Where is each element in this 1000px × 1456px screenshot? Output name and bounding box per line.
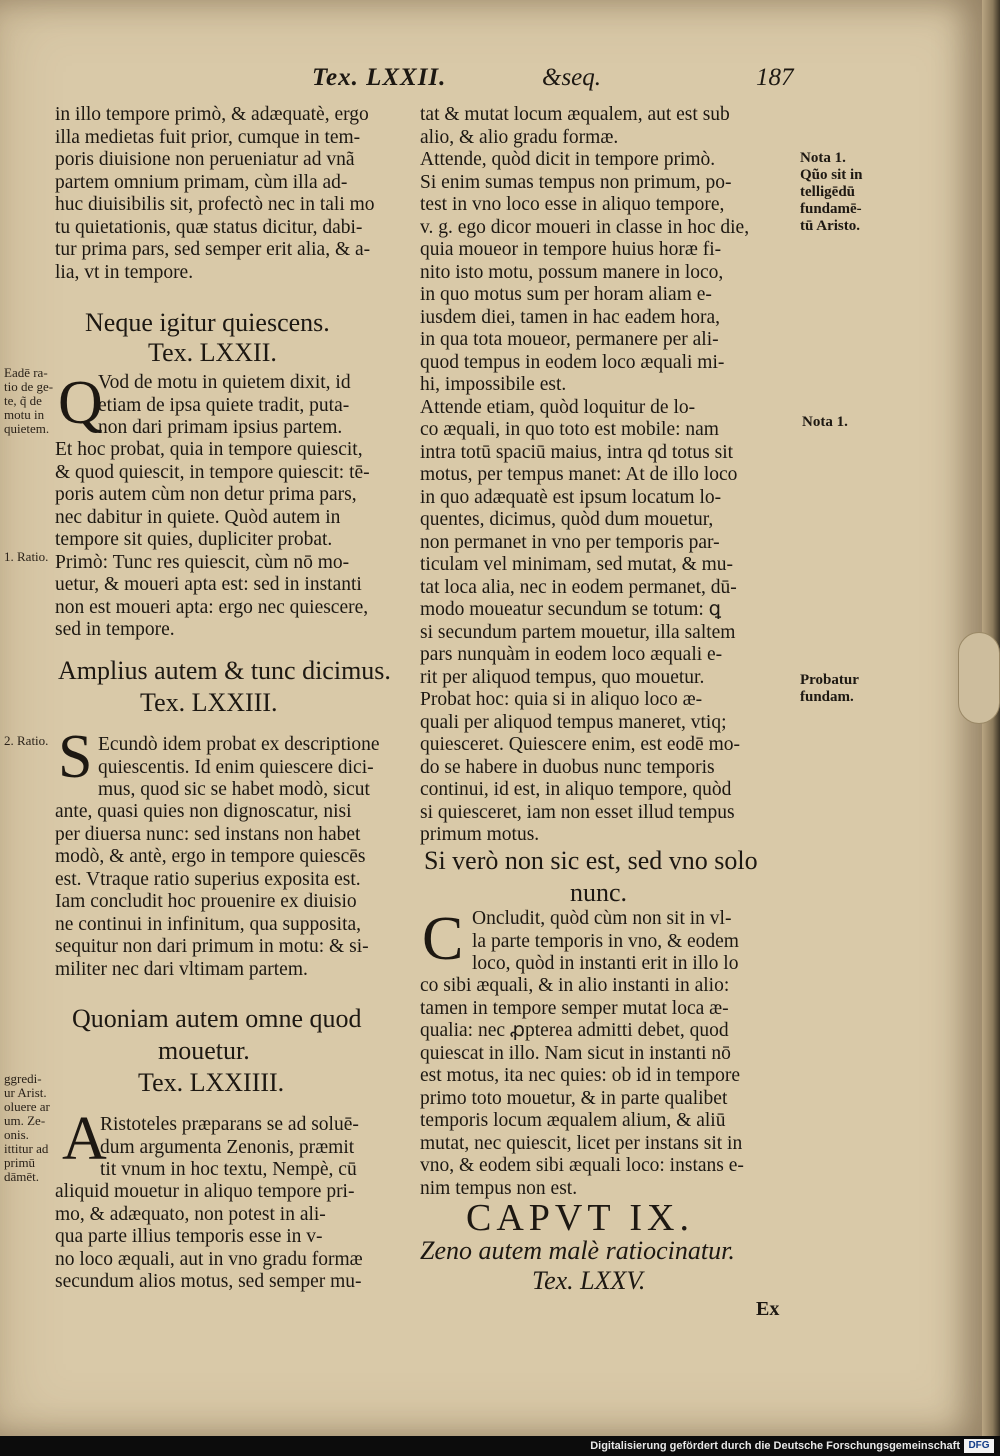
- text-line: militer nec dari vltimam partem.: [55, 958, 308, 980]
- text-line: qua parte illius temporis esse in v-: [55, 1226, 323, 1247]
- right-text-c: [420, 975, 792, 1200]
- margin-line: tio de ge-: [4, 379, 54, 394]
- margin-note: Nota 1.: [802, 414, 848, 430]
- left-text-q-indented: [98, 372, 351, 440]
- text-line: v. g. ego dicor moueri in classe in hoc die,: [420, 216, 750, 238]
- drop-cap: A: [62, 1105, 107, 1173]
- text-line: do se habere in duobus nunc temporis: [420, 756, 715, 778]
- text-line: lia, vt in tempore.: [55, 261, 194, 283]
- text-line: Attende, quòd dicit in tempore primò.: [420, 149, 716, 170]
- text-line: quia moueor in tempore huius horæ fi-: [420, 239, 722, 260]
- chapter-subtitle: Zeno autem malè ratiocinatur.: [420, 1236, 735, 1265]
- section-heading: Quoniam autem omne quod: [72, 1004, 362, 1033]
- page-tab: [958, 632, 1000, 724]
- text-line: nec dabitur in quiete. Quòd autem in: [55, 506, 341, 528]
- text-line: temporis locum æqualem alium, & aliū: [420, 1110, 726, 1131]
- digitization-footer: [0, 1436, 1000, 1456]
- text-line: test in vno loco esse in aliquo tempore,: [420, 194, 725, 215]
- drop-cap: S: [58, 723, 93, 791]
- section-heading: Neque igitur quiescens.: [85, 308, 330, 337]
- text-line: modò, & antè, ergo in tempore quiescēs: [55, 846, 366, 867]
- text-line: tat loca alia, nec in eodem permanet, dū-: [420, 576, 737, 598]
- margin-line: Probatur: [800, 672, 859, 688]
- margin-line: tū Aristo.: [800, 218, 860, 234]
- text-line: ante, quasi quies non dignoscatur, nisi: [55, 801, 352, 822]
- margin-line: Eadē ra-: [4, 365, 48, 380]
- text-line: partem omnium primam, cùm illa ad-: [55, 171, 348, 193]
- text-line: si secundum partem mouetur, illa saltem: [420, 621, 736, 643]
- left-text-a-indented: [100, 1114, 359, 1182]
- text-line: co sibi æquali, & in alio instanti in alio:: [420, 975, 730, 996]
- text-line: quiescat in illo. Nam sicut in instanti nō: [420, 1042, 731, 1064]
- chapter-tex: Tex. LXXV.: [532, 1266, 646, 1295]
- text-line: co æquali, in quo toto est mobile: nam: [420, 419, 719, 440]
- text-line: modo moueatur secundum se totum: ꝗ: [420, 599, 722, 620]
- text-line: non est moueri apta: ergo nec quiescere,: [55, 596, 369, 618]
- text-line: tur prima pars, sed semper erit alia, & a-: [55, 239, 371, 260]
- text-line: tamen in tempore semper mutat loca æ-: [420, 997, 729, 1019]
- section-tex: Tex. LXXIIII.: [138, 1068, 285, 1097]
- text-line: sequitur non dari primum in motu: & si-: [55, 936, 369, 957]
- text-line: non permanet in vno per temporis par-: [420, 531, 720, 553]
- text-line: qualia: nec ꝓpterea admitti debet, quod: [420, 1020, 729, 1041]
- text-line: tu quietationis, quæ status dicitur, dabi-: [55, 216, 363, 238]
- text-line: Iam concludit hoc prouenire ex diuisio: [55, 891, 357, 912]
- margin-line: ur Arist.: [4, 1085, 47, 1100]
- running-head-title: Tex. LXXII.: [312, 64, 447, 91]
- text-line: in quo motus sum per horam aliam e-: [420, 284, 712, 305]
- margin-note: [4, 366, 53, 436]
- text-line: in quo adæquatè est ipsum locatum lo-: [420, 486, 722, 508]
- text-line: Et hoc probat, quia in tempore quiescit,: [55, 439, 363, 460]
- text-line: Vod de motu in quietem dixit, id: [98, 372, 351, 393]
- text-line: per diuersa nunc: sed instans non habet: [55, 823, 361, 845]
- text-line: hi, impossibile est.: [420, 374, 567, 395]
- text-line: tit vnum in hoc textu, Nempè, cū: [100, 1159, 357, 1180]
- margin-line: telligēdū: [800, 184, 855, 200]
- text-line: intra totū spaciū maius, intra qd totus sit: [420, 441, 734, 463]
- section-heading-cont: mouetur.: [158, 1036, 250, 1065]
- text-line: continui, id est, in aliquo tempore, quòd: [420, 779, 732, 800]
- section-tex: Tex. LXXIII.: [140, 688, 278, 717]
- text-line: secundum alios motus, sed semper mu-: [55, 1271, 362, 1292]
- dfg-logo: DFG: [964, 1439, 994, 1453]
- text-line: nito isto motu, possum manere in loco,: [420, 261, 724, 283]
- text-line: mutat, nec quiescit, licet per instans sit in: [420, 1132, 743, 1154]
- margin-line: ggredi-: [4, 1071, 42, 1086]
- margin-note: [4, 1072, 50, 1184]
- chapter-heading: CAPVT IX.: [466, 1197, 694, 1239]
- text-line: huc diuisibilis sit, profectò nec in tali mo: [55, 194, 375, 215]
- margin-note: [800, 672, 859, 706]
- text-line: la parte temporis in vno, & eodem: [472, 930, 739, 952]
- text-line: Oncludit, quòd cùm non sit in vl-: [472, 908, 732, 929]
- text-line: Attende etiam, quòd loquitur de lo-: [420, 396, 696, 418]
- text-line: ne continui in infinitum, qua supposita,: [55, 913, 362, 935]
- text-line: alio, & alio gradu formæ.: [420, 126, 619, 148]
- text-line: quiescentis. Id enim quiescere dici-: [98, 756, 374, 778]
- section-heading: Si verò non sic est, sed vno solo: [424, 846, 758, 875]
- margin-line: Nota 1.: [800, 150, 846, 166]
- text-line: primo toto mouetur, & in parte qualibet: [420, 1087, 728, 1109]
- margin-line: ittitur ad: [4, 1141, 49, 1156]
- text-line: rit per aliquod tempus, quo mouetur.: [420, 666, 705, 688]
- text-line: Probat hoc: quia si in aliquo loco æ-: [420, 689, 703, 710]
- text-line: Si enim sumas tempus non primum, po-: [420, 171, 732, 193]
- text-line: primum motus.: [420, 824, 540, 845]
- text-line: quali per aliquod tempus maneret, vtiq;: [420, 711, 727, 733]
- text-line: tat & mutat locum æqualem, aut est sub: [420, 104, 730, 125]
- text-line: ticulam vel minimam, sed mutat, & mu-: [420, 554, 734, 575]
- left-text-q: [55, 439, 395, 642]
- text-line: no loco æquali, aut in vno gradu formæ: [55, 1248, 363, 1270]
- section-tex: Tex. LXXII.: [148, 338, 277, 367]
- text-line: dum argumenta Zenonis, præmit: [100, 1136, 355, 1158]
- text-line: quiesceret. Quiescere enim, est eodē mo-: [420, 734, 740, 755]
- margin-line: primū: [4, 1155, 36, 1170]
- margin-line: motu in: [4, 407, 45, 422]
- text-line: quod tempus in eodem loco æquali mi-: [420, 351, 725, 373]
- left-text-s-indented: [98, 734, 380, 802]
- text-line: mo, & adæquato, non potest in ali-: [55, 1203, 326, 1225]
- text-line: Ristoteles præparans se ad soluē-: [100, 1114, 359, 1135]
- footer-credit: Digitalisierung gefördert durch die Deutsche Forschungsgemeinschaft: [590, 1440, 960, 1452]
- margin-note: 1. Ratio.: [4, 549, 49, 564]
- text-line: iusdem diei, tamen in hac eadem hora,: [420, 306, 720, 328]
- text-line: in illo tempore primò, & adæquatè, ergo: [55, 104, 369, 125]
- margin-line: onis.: [4, 1127, 29, 1142]
- margin-note: 2. Ratio.: [4, 733, 49, 748]
- text-line: est. Vtraque ratio superius exposita est.: [55, 868, 361, 890]
- right-text-c-indented: [472, 908, 739, 976]
- text-line: Ecundò idem probat ex descriptione: [98, 734, 380, 755]
- text-line: motus, per tempus manet: At de illo loco: [420, 464, 738, 485]
- text-line: sed in tempore.: [55, 619, 175, 640]
- margin-line: quietem.: [4, 421, 50, 436]
- margin-line: te, q̃ de: [4, 393, 42, 408]
- page-number: 187: [756, 64, 794, 91]
- text-line: Primò: Tunc res quiescit, cùm nō mo-: [55, 551, 350, 573]
- margin-line: fundam.: [800, 689, 854, 705]
- margin-line: oluere ar: [4, 1099, 50, 1114]
- text-line: in qua tota moueor, permanere per ali-: [420, 329, 719, 350]
- catchword: Ex: [756, 1298, 780, 1320]
- text-line: etiam de ipsa quiete tradit, puta-: [98, 394, 350, 416]
- text-line: non dari primam ipsius partem.: [98, 417, 343, 438]
- text-line: illa medietas fuit prior, cumque in tem-: [55, 126, 361, 148]
- text-line: poris autem cùm non detur prima pars,: [55, 484, 357, 505]
- section-heading-cont: nunc.: [570, 878, 628, 907]
- text-line: quentes, dicimus, quòd dum mouetur,: [420, 509, 714, 530]
- left-text-a: [55, 1181, 395, 1294]
- running-head-cont: &seq.: [542, 64, 602, 91]
- section-heading: Amplius autem & tunc dicimus.: [58, 656, 391, 685]
- drop-cap: C: [422, 905, 464, 973]
- margin-line: fundamē-: [800, 201, 862, 217]
- text-line: tempore sit quies, dupliciter probat.: [55, 529, 333, 550]
- text-line: nim tempus non est.: [420, 1177, 578, 1199]
- drop-cap: Q: [58, 369, 103, 437]
- margin-line: um. Ze-: [4, 1113, 46, 1128]
- text-line: loco, quòd in instanti erit in illo lo: [472, 953, 739, 974]
- text-line: uetur, & moueri apta est: sed in instanti: [55, 574, 362, 595]
- right-text-top: [420, 104, 792, 847]
- text-line: est motus, ita nec quies: ob id in tempore: [420, 1065, 741, 1086]
- left-text-top: [55, 104, 395, 284]
- margin-line: Qũo sit in: [800, 167, 863, 183]
- text-line: pars nunquàm in eodem loco æquali e-: [420, 644, 723, 665]
- margin-line: dāmēt.: [4, 1169, 40, 1184]
- text-line: poris diuisione non perueniatur ad vnã: [55, 149, 355, 170]
- text-line: & quod quiescit, in tempore quiescit: tē-: [55, 461, 370, 483]
- text-line: si quiesceret, iam non esset illud tempus: [420, 801, 735, 823]
- text-line: vno, & eodem sibi æquali loco: instans e-: [420, 1155, 744, 1176]
- left-text-s: [55, 801, 395, 981]
- margin-note: [800, 150, 863, 235]
- text-line: aliquid mouetur in aliquo tempore pri-: [55, 1181, 355, 1202]
- text-line: mus, quod sic se habet modò, sicut: [98, 779, 370, 800]
